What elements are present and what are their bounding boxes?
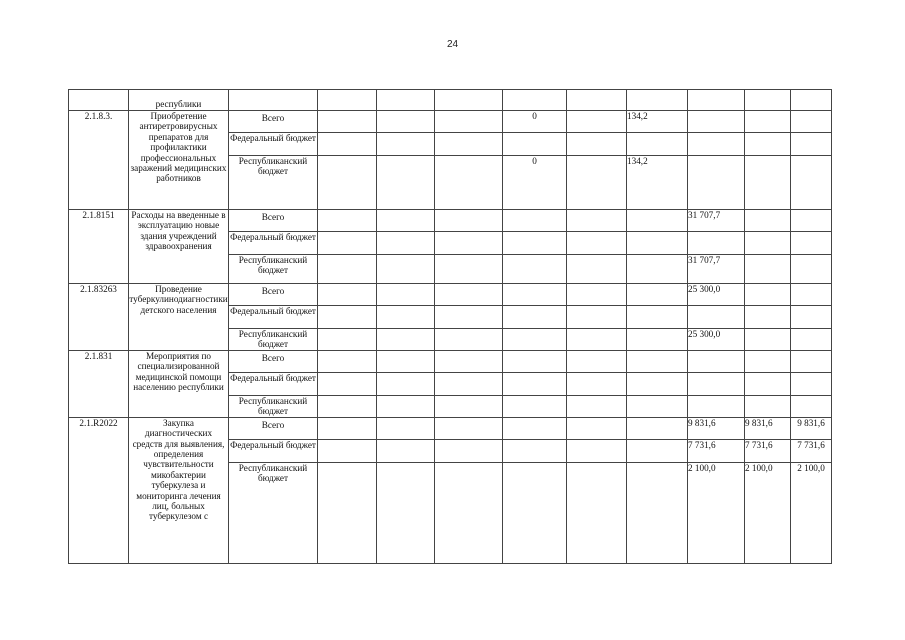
entry-code: 2.1.8151 (69, 210, 129, 284)
value-c6 (503, 395, 567, 417)
value-c9: 31 707,7 (688, 255, 745, 284)
funding-source: Федеральный бюджет (229, 372, 318, 395)
empty-cell (567, 284, 627, 306)
value-c9: 2 100,0 (688, 462, 745, 563)
value-c10 (745, 156, 791, 210)
funding-source: Республиканский бюджет (229, 329, 318, 351)
empty-cell (377, 111, 435, 133)
funding-source: Федеральный бюджет (229, 133, 318, 156)
empty-cell (435, 111, 503, 133)
value-c8 (627, 329, 688, 351)
empty-cell (318, 462, 377, 563)
empty-cell (377, 255, 435, 284)
value-c10 (745, 255, 791, 284)
empty-cell (377, 372, 435, 395)
value-c10 (745, 372, 791, 395)
table-row (69, 417, 832, 439)
empty-cell (318, 90, 377, 111)
empty-cell (435, 90, 503, 111)
empty-cell (791, 90, 832, 111)
empty-cell (377, 462, 435, 563)
value-c11 (791, 133, 832, 156)
empty-cell (567, 372, 627, 395)
empty-cell (435, 210, 503, 232)
value-c9 (688, 232, 745, 255)
value-c8 (627, 372, 688, 395)
empty-cell (567, 462, 627, 563)
value-c10 (745, 133, 791, 156)
value-c6: 0 (503, 111, 567, 133)
empty-cell (567, 111, 627, 133)
empty-cell (567, 255, 627, 284)
empty-cell (318, 350, 377, 372)
value-c10 (745, 111, 791, 133)
empty-cell (435, 372, 503, 395)
funding-source: Федеральный бюджет (229, 232, 318, 255)
funding-source: Республиканский бюджет (229, 395, 318, 417)
empty-cell (318, 395, 377, 417)
value-c8 (627, 439, 688, 462)
value-c10 (745, 395, 791, 417)
value-c8 (627, 232, 688, 255)
entry-code: 2.1.831 (69, 350, 129, 417)
value-c11: 7 731,6 (791, 439, 832, 462)
empty-cell (318, 255, 377, 284)
value-c9: 25 300,0 (688, 329, 745, 351)
empty-cell (435, 350, 503, 372)
value-c8 (627, 417, 688, 439)
empty-cell (377, 284, 435, 306)
page-number: 24 (446, 39, 459, 50)
value-c8 (627, 210, 688, 232)
entry-name: Проведение туберкулинодиагностики детского населения (129, 284, 229, 351)
value-c6 (503, 232, 567, 255)
empty-cell (435, 284, 503, 306)
entry-code: 2.1.8.3. (69, 111, 129, 210)
value-c9 (688, 111, 745, 133)
value-c11 (791, 156, 832, 210)
value-c6 (503, 284, 567, 306)
empty-cell (567, 439, 627, 462)
entry-name: республики (129, 90, 229, 111)
value-c11 (791, 372, 832, 395)
value-c8 (627, 306, 688, 329)
empty-cell (745, 90, 791, 111)
value-c10 (745, 350, 791, 372)
table-row (69, 90, 832, 111)
empty-cell (503, 90, 567, 111)
funding-source: Всего (229, 111, 318, 133)
empty-cell (377, 210, 435, 232)
value-c11 (791, 210, 832, 232)
value-c9 (688, 395, 745, 417)
empty-cell (377, 156, 435, 210)
value-c6 (503, 417, 567, 439)
empty-cell (567, 133, 627, 156)
empty-cell (435, 255, 503, 284)
value-c11: 2 100,0 (791, 462, 832, 563)
value-c10: 2 100,0 (745, 462, 791, 563)
empty-cell (435, 232, 503, 255)
value-c6: 0 (503, 156, 567, 210)
code-cell (69, 90, 129, 111)
empty-cell (377, 90, 435, 111)
empty-cell (435, 306, 503, 329)
value-c11 (791, 255, 832, 284)
empty-cell (377, 350, 435, 372)
empty-cell (318, 372, 377, 395)
funding-source: Республиканский бюджет (229, 462, 318, 563)
empty-cell (567, 395, 627, 417)
value-c6 (503, 372, 567, 395)
value-c11: 9 831,6 (791, 417, 832, 439)
empty-cell (688, 90, 745, 111)
value-c6 (503, 329, 567, 351)
empty-cell (567, 329, 627, 351)
value-c9 (688, 350, 745, 372)
empty-cell (435, 156, 503, 210)
empty-cell (567, 417, 627, 439)
value-c10 (745, 210, 791, 232)
value-c6 (503, 306, 567, 329)
value-c6 (503, 133, 567, 156)
empty-cell (567, 90, 627, 111)
funding-source: Всего (229, 417, 318, 439)
table-row (69, 111, 832, 133)
value-c11 (791, 395, 832, 417)
empty-cell (377, 439, 435, 462)
empty-cell (567, 306, 627, 329)
empty-cell (377, 329, 435, 351)
empty-cell (318, 232, 377, 255)
value-c9 (688, 156, 745, 210)
empty-cell (377, 395, 435, 417)
value-c8 (627, 350, 688, 372)
empty-cell (318, 284, 377, 306)
entry-name: Приобретение антиретровирусных препаратов для профилактики профессиональных заражений медицинских работников (129, 111, 229, 210)
empty-cell (627, 90, 688, 111)
empty-cell (229, 90, 318, 111)
empty-cell (318, 329, 377, 351)
funding-source: Федеральный бюджет (229, 439, 318, 462)
empty-cell (318, 210, 377, 232)
empty-cell (318, 417, 377, 439)
table-row (69, 350, 832, 372)
funding-source: Всего (229, 284, 318, 306)
value-c6 (503, 255, 567, 284)
empty-cell (318, 133, 377, 156)
empty-cell (567, 210, 627, 232)
entry-name: Закупка диагностических средств для выявления, определения чувствительности микобактерии туберкулеза и мониторинга лечения лиц, больных туберкулезом с (129, 417, 229, 563)
value-c9: 31 707,7 (688, 210, 745, 232)
value-c10 (745, 284, 791, 306)
value-c10: 7 731,6 (745, 439, 791, 462)
empty-cell (318, 156, 377, 210)
budget-table (68, 89, 832, 564)
value-c11 (791, 284, 832, 306)
value-c9 (688, 133, 745, 156)
empty-cell (567, 232, 627, 255)
value-c11 (791, 350, 832, 372)
entry-code: 2.1.83263 (69, 284, 129, 351)
value-c11 (791, 306, 832, 329)
value-c10 (745, 329, 791, 351)
funding-source: Всего (229, 210, 318, 232)
empty-cell (435, 439, 503, 462)
value-c8 (627, 133, 688, 156)
empty-cell (318, 439, 377, 462)
empty-cell (435, 329, 503, 351)
value-c10 (745, 306, 791, 329)
table-row (69, 284, 832, 306)
empty-cell (318, 111, 377, 133)
funding-source: Республиканский бюджет (229, 156, 318, 210)
value-c11 (791, 232, 832, 255)
empty-cell (318, 306, 377, 329)
empty-cell (377, 417, 435, 439)
empty-cell (567, 350, 627, 372)
value-c8 (627, 462, 688, 563)
value-c6 (503, 439, 567, 462)
value-c6 (503, 210, 567, 232)
value-c10: 9 831,6 (745, 417, 791, 439)
value-c11 (791, 329, 832, 351)
value-c8: 134,2 (627, 111, 688, 133)
value-c9: 25 300,0 (688, 284, 745, 306)
value-c9: 7 731,6 (688, 439, 745, 462)
value-c9 (688, 372, 745, 395)
value-c9 (688, 306, 745, 329)
empty-cell (377, 306, 435, 329)
value-c8 (627, 255, 688, 284)
empty-cell (567, 156, 627, 210)
empty-cell (435, 395, 503, 417)
value-c9: 9 831,6 (688, 417, 745, 439)
entry-name: Расходы на введенные в эксплуатацию новые здания учреждений здравоохранения (129, 210, 229, 284)
empty-cell (435, 133, 503, 156)
empty-cell (435, 462, 503, 563)
value-c10 (745, 232, 791, 255)
value-c6 (503, 350, 567, 372)
value-c11 (791, 111, 832, 133)
table-row (69, 210, 832, 232)
value-c6 (503, 462, 567, 563)
funding-source: Федеральный бюджет (229, 306, 318, 329)
funding-source: Всего (229, 350, 318, 372)
value-c8: 134,2 (627, 156, 688, 210)
value-c8 (627, 395, 688, 417)
empty-cell (377, 232, 435, 255)
empty-cell (435, 417, 503, 439)
entry-code: 2.1.R2022 (69, 417, 129, 563)
value-c8 (627, 284, 688, 306)
empty-cell (377, 133, 435, 156)
entry-name: Мероприятия по специализированной медицинской помощи населению республики (129, 350, 229, 417)
funding-source: Республиканский бюджет (229, 255, 318, 284)
